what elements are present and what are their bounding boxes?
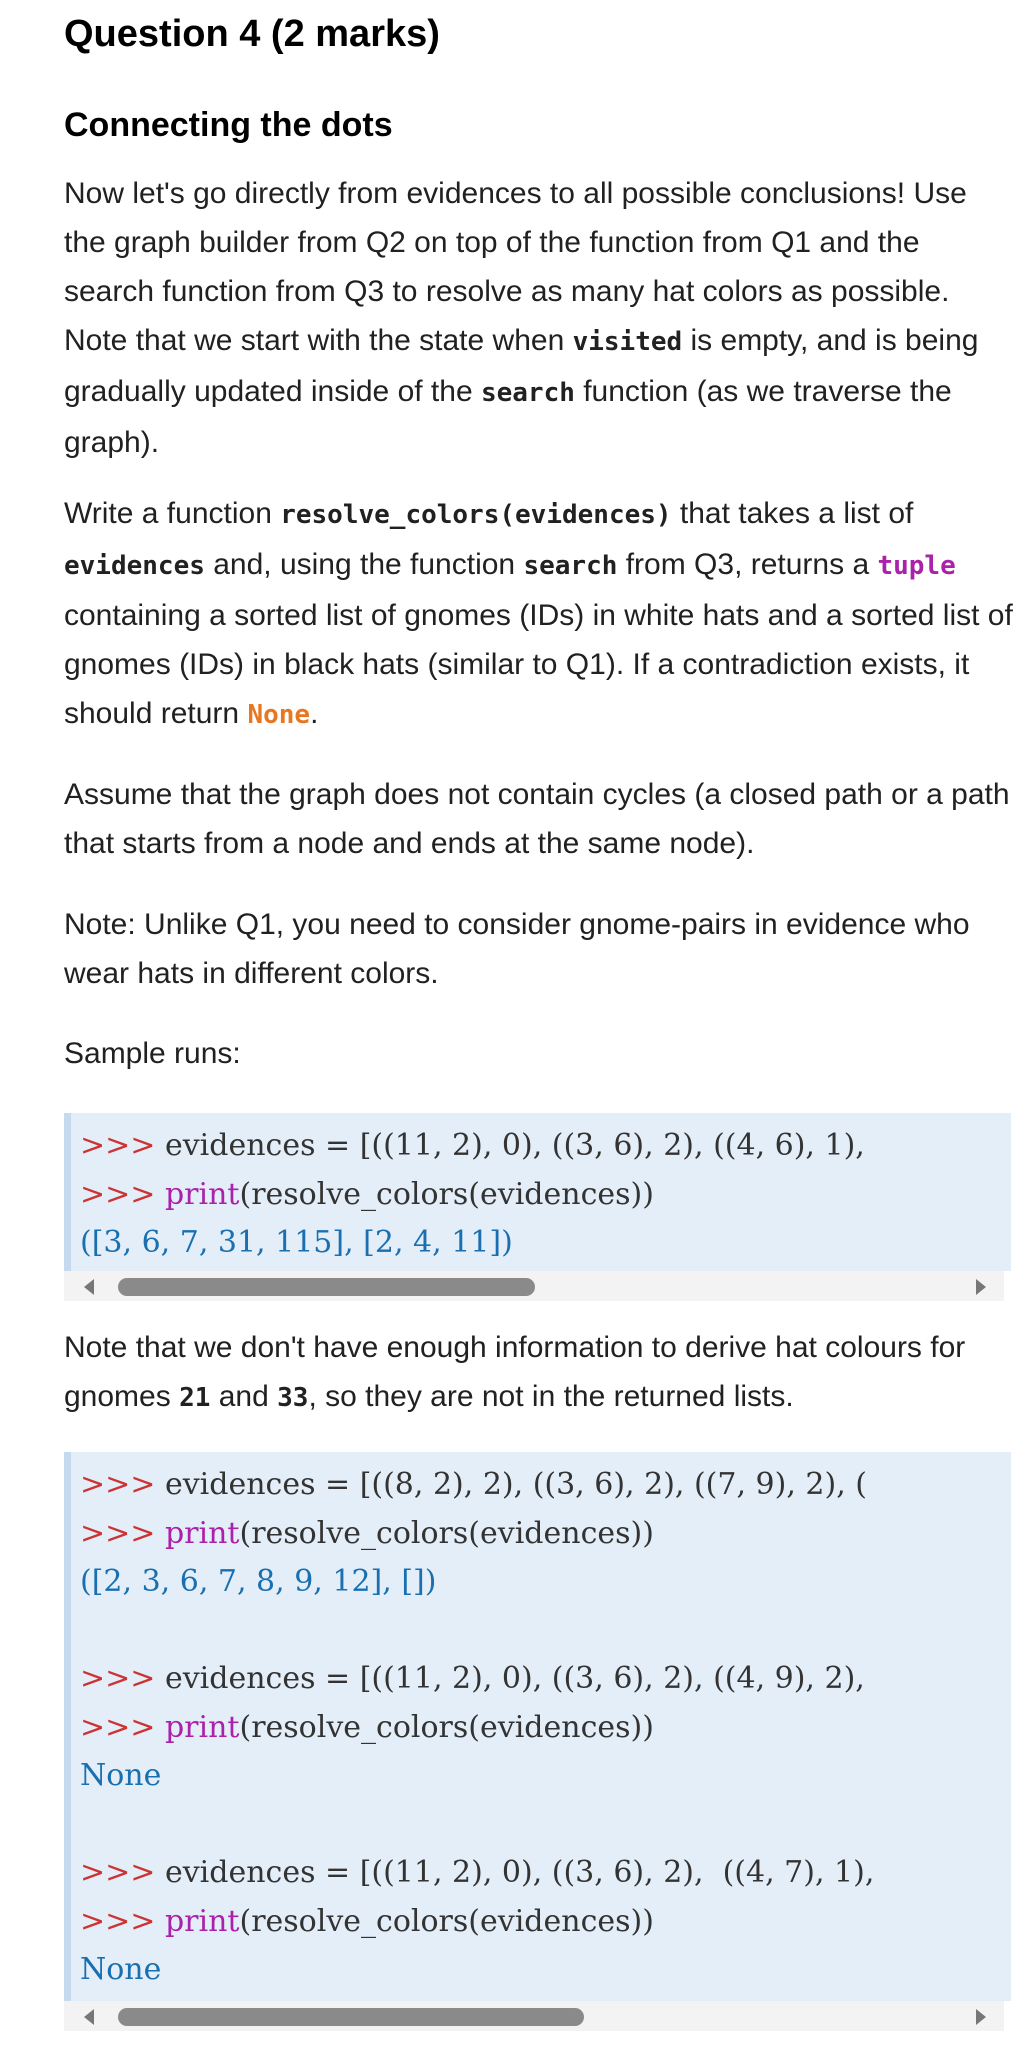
question-title: Question 4 (2 marks)	[64, 13, 440, 55]
assumption-paragraph: Assume that the graph does not contain cycles (a closed path or a path that starts from a node and ends at the same node).	[64, 778, 1010, 860]
code-gnome-33: 33	[277, 1383, 309, 1413]
code-line: >>> evidences = [((11, 2), 0), ((3, 6), 2), ((4, 7), 1),	[80, 1855, 875, 1890]
section-title: Connecting the dots	[64, 106, 393, 144]
code-search: search	[480, 378, 575, 408]
scroll-thumb[interactable]	[118, 1278, 535, 1296]
code-block-1	[64, 1113, 1011, 1271]
scroll-thumb[interactable]	[118, 2008, 584, 2026]
code-line: >>> evidences = [((8, 2), 2), ((3, 6), 2), ((7, 9), 2), (	[80, 1467, 867, 1502]
task-paragraph: Write a function resolve_colors(evidences) that takes a list of evidences and, using the function search from Q3, returns a tuple containing a sorted list of gnomes (IDs) in white hats and a sorted list of gnomes (IDs) in black hats (similar to Q1). If a contradiction exists, it should return None.	[64, 497, 1013, 730]
code-line: None	[80, 1758, 162, 1793]
code-gnome-21: 21	[179, 1383, 211, 1413]
code-line: None	[80, 1952, 162, 1987]
code-tuple: tuple	[877, 551, 956, 581]
code-function-signature: resolve_colors(evidences)	[280, 500, 672, 530]
code-line: ([2, 3, 6, 7, 8, 9, 12], [])	[80, 1564, 437, 1599]
code-evidences: evidences	[64, 551, 205, 581]
code-line: >>> print(resolve_colors(evidences))	[80, 1515, 654, 1551]
code-line: >>> evidences = [((11, 2), 0), ((3, 6), 2), ((4, 6), 1),	[80, 1128, 865, 1163]
note-gnomes-paragraph: Note that we don't have enough information to derive hat colours for gnomes 21 and 33, so they are not in the returned lists.	[64, 1331, 966, 1413]
intro-paragraph: Now let's go directly from evidences to all possible conclusions! Use the graph builder from Q2 on top of the function from Q1 and the search function from Q3 to resolve as many hat colors as possible. Note that we start with the state when visited is empty, and is being gradually updated inside of the search function (as we traverse the graph).	[64, 177, 979, 459]
code-search-ref: search	[523, 551, 618, 581]
horizontal-scrollbar-2[interactable]	[64, 2001, 1004, 2031]
note-paragraph: Note: Unlike Q1, you need to consider gnome-pairs in evidence who wear hats in different colors.	[64, 908, 970, 990]
code-visited: visited	[572, 327, 683, 357]
scroll-left-icon[interactable]	[84, 1279, 94, 1295]
sample-runs-label: Sample runs:	[64, 1037, 241, 1070]
code-block-2	[64, 1452, 1011, 2001]
code-line: >>> evidences = [((11, 2), 0), ((3, 6), 2), ((4, 9), 2),	[80, 1661, 865, 1696]
code-none: None	[247, 700, 311, 730]
code-line: ([3, 6, 7, 31, 115], [2, 4, 11])	[80, 1225, 513, 1260]
code-line: >>> print(resolve_colors(evidences))	[80, 1176, 654, 1212]
scroll-right-icon[interactable]	[976, 2009, 986, 2025]
code-line: >>> print(resolve_colors(evidences))	[80, 1709, 654, 1745]
scroll-right-icon[interactable]	[976, 1279, 986, 1295]
code-line: >>> print(resolve_colors(evidences))	[80, 1903, 654, 1939]
scroll-left-icon[interactable]	[84, 2009, 94, 2025]
horizontal-scrollbar-1[interactable]	[64, 1271, 1004, 1301]
